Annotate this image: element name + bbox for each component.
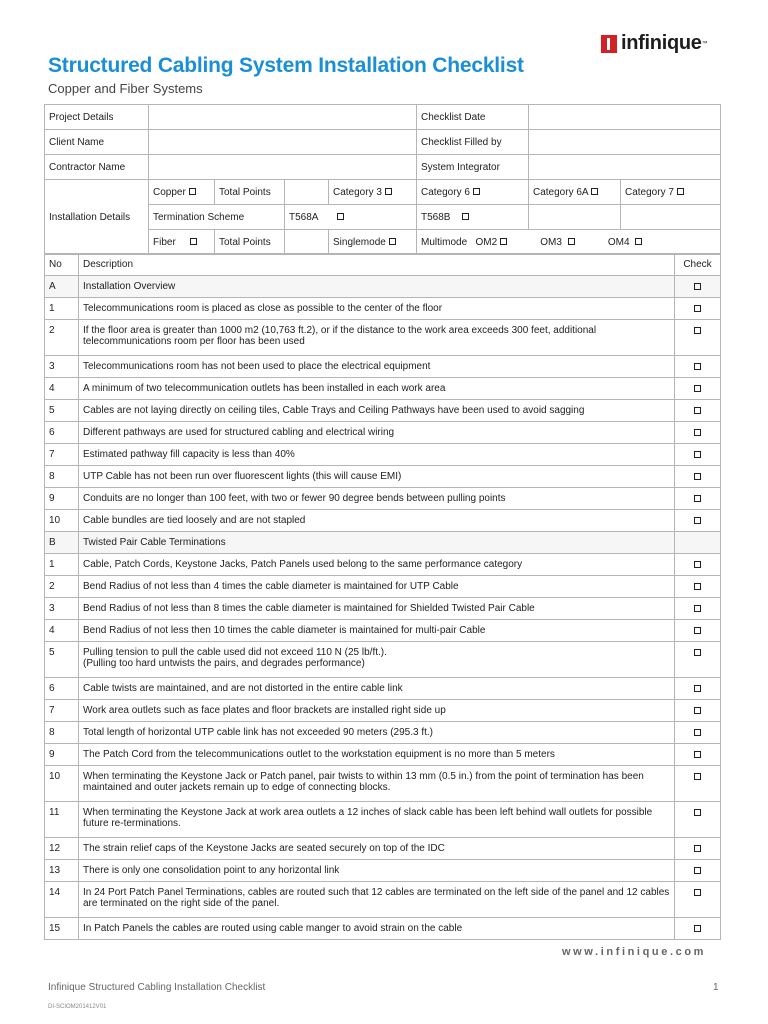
item-check[interactable] [675,488,721,510]
fiber-total-points-label: Total Points [215,230,285,255]
item-no: 7 [45,700,79,722]
col-no-header: No [45,254,79,276]
checkbox-icon[interactable] [694,649,701,656]
item-description: Total length of horizontal UTP cable link has not exceeded 90 meters (295.3 ft.) [79,722,675,744]
item-description: A minimum of two telecommunication outlets has been installed in each work area [79,378,675,400]
category7-label: Category 7 [625,186,674,198]
item-description: If the floor area is greater than 1000 m2 (10,763 ft.2), or if the distance to the work area exceeds 300 feet, additional telecommunications room per floor has been used [79,320,675,356]
table-row [45,766,721,802]
t568a-option[interactable] [285,205,417,230]
system-integrator-field[interactable] [529,155,721,180]
fiber-total-points-field[interactable] [285,230,329,255]
checkbox-icon[interactable] [694,283,701,290]
item-check[interactable] [675,598,721,620]
checkbox-icon[interactable] [189,188,196,195]
checkbox-icon[interactable] [694,363,701,370]
item-no: 1 [45,298,79,320]
item-description: UTP Cable has not been run over fluorescent lights (this will cause EMI) [79,466,675,488]
checkbox-icon[interactable] [694,583,701,590]
section-a-title: Installation Overview [79,276,675,298]
checkbox-icon[interactable] [694,429,701,436]
checkbox-icon[interactable] [694,845,701,852]
item-description: Estimated pathway fill capacity is less than 40% [79,444,675,466]
checkbox-icon[interactable] [462,213,469,220]
section-a-no: A [45,276,79,298]
checkbox-icon[interactable] [568,238,575,245]
item-check[interactable] [675,378,721,400]
item-description: Work area outlets such as face plates and floor brackets are installed right side up [79,700,675,722]
col-check-header: Check [675,254,721,276]
item-no: 12 [45,838,79,860]
item-no: 8 [45,722,79,744]
item-description: Telecommunications room has not been used to place the electrical equipment [79,356,675,378]
table-row [45,356,721,378]
item-description: There is only one consolidation point to any horizontal link [79,860,675,882]
item-check[interactable] [675,356,721,378]
category6a-option[interactable] [529,180,621,205]
item-no: 14 [45,882,79,918]
section-b-title: Twisted Pair Cable Terminations [79,532,675,554]
table-row [45,678,721,700]
item-check[interactable] [675,766,721,802]
item-check[interactable] [675,642,721,678]
table-row [45,576,721,598]
item-check[interactable] [675,298,721,320]
item-no: 9 [45,488,79,510]
checkbox-icon[interactable] [694,685,701,692]
item-check[interactable] [675,838,721,860]
table-row [45,642,721,678]
item-description: Cable twists are maintained, and are not distorted in the entire cable link [79,678,675,700]
checkbox-icon[interactable] [500,238,507,245]
checkbox-icon[interactable] [694,561,701,568]
item-no: 11 [45,802,79,838]
table-row [45,488,721,510]
item-check[interactable] [675,576,721,598]
project-details-field[interactable] [149,105,417,130]
page-subtitle: Copper and Fiber Systems [48,81,203,96]
checkbox-icon[interactable] [337,213,344,220]
item-description: Different pathways are used for structured cabling and electrical wiring [79,422,675,444]
om2-label: OM2 [475,236,498,248]
item-description: In 24 Port Patch Panel Terminations, cables are routed such that 12 cables are terminated on the left side of the panel and 12 cables are terminated on the right side of the panel. [79,882,675,918]
item-check[interactable] [675,882,721,918]
total-points-label: Total Points [215,180,285,205]
table-row [45,838,721,860]
table-row [45,422,721,444]
contractor-name-field[interactable] [149,155,417,180]
table-row [45,700,721,722]
item-check[interactable] [675,700,721,722]
section-a-row [45,276,721,298]
item-description: Bend Radius of not less than 8 times the cable diameter is maintained for Shielded Twisted Pair Cable [79,598,675,620]
page-title: Structured Cabling System Installation Checklist [48,54,524,77]
checklist-filled-by-field[interactable] [529,130,721,155]
item-check[interactable] [675,554,721,576]
checkbox-icon[interactable] [694,517,701,524]
logo-mark-icon [601,35,617,53]
checkbox-icon[interactable] [694,809,701,816]
table-row [45,510,721,532]
item-no: 1 [45,554,79,576]
copper-label: Copper [153,186,186,198]
category3-label: Category 3 [333,186,382,198]
section-b-no: B [45,532,79,554]
item-check[interactable] [675,466,721,488]
item-check[interactable] [675,802,721,838]
item-description: Bend Radius of not less then 10 times the cable diameter is maintained for multi-pair Cable [79,620,675,642]
item-check[interactable] [675,422,721,444]
item-description-line2: (Pulling too hard untwists the pairs, and degrades performance) [83,658,365,669]
item-check[interactable] [675,444,721,466]
item-check[interactable] [675,678,721,700]
checkbox-icon[interactable] [694,495,701,502]
item-description: Bend Radius of not less than 4 times the cable diameter is maintained for UTP Cable [79,576,675,598]
singlemode-label: Singlemode [333,236,386,248]
checklist-date-field[interactable] [529,105,721,130]
item-no: 3 [45,598,79,620]
company-logo [601,32,708,55]
checkbox-icon[interactable] [694,751,701,758]
project-details-label: Project Details [45,105,149,130]
checkbox-icon[interactable] [694,889,701,896]
item-check[interactable] [675,400,721,422]
item-no: 2 [45,576,79,598]
document-id: DI-SCIOM201412V01 [48,1004,107,1010]
checkbox-icon[interactable] [473,188,480,195]
termination-empty-1 [529,205,621,230]
item-check[interactable] [675,722,721,744]
item-check[interactable] [675,620,721,642]
checkbox-icon[interactable] [694,773,701,780]
system-integrator-label: System Integrator [417,155,529,180]
footer-label: Infinique Structured Cabling Installation Checklist [48,982,266,993]
category7-option[interactable] [621,180,721,205]
item-no: 5 [45,400,79,422]
table-row [45,466,721,488]
checkbox-icon[interactable] [694,605,701,612]
table-row [45,320,721,356]
category6-label: Category 6 [421,186,470,198]
logo-trademark: ™ [701,40,708,47]
section-b-check [675,532,721,554]
copper-total-points-field[interactable] [285,180,329,205]
om3-label: OM3 [540,236,562,248]
item-description: Telecommunications room is placed as close as possible to the center of the floor [79,298,675,320]
checkbox-icon[interactable] [694,305,701,312]
table-row [45,554,721,576]
checkbox-icon[interactable] [694,729,701,736]
checklist-filled-by-label: Checklist Filled by [417,130,529,155]
om4-label: OM4 [607,236,630,248]
checkbox-icon[interactable] [635,238,642,245]
item-no: 3 [45,356,79,378]
contractor-name-label: Contractor Name [45,155,149,180]
checklist-table [44,253,721,940]
checklist-header-row [45,254,721,276]
checkbox-icon[interactable] [385,188,392,195]
multimode-label: Multimode [421,236,468,248]
checkbox-icon[interactable] [694,327,701,334]
item-no: 6 [45,678,79,700]
client-name-label: Client Name [45,130,149,155]
t568b-option[interactable] [417,205,529,230]
table-row [45,722,721,744]
contractor-row [45,155,721,180]
item-no: 13 [45,860,79,882]
item-check[interactable] [675,918,721,940]
item-check[interactable] [675,510,721,532]
checkbox-icon[interactable] [694,867,701,874]
table-row [45,802,721,838]
item-no: 4 [45,378,79,400]
section-a-check[interactable] [675,276,721,298]
installation-details-table [44,179,721,255]
item-check[interactable] [675,744,721,766]
category3-option[interactable] [329,180,417,205]
item-no: 6 [45,422,79,444]
item-no: 2 [45,320,79,356]
checkbox-icon[interactable] [389,238,396,245]
col-description-header: Description [79,254,675,276]
item-no: 8 [45,466,79,488]
item-description: Conduits are no longer than 100 feet, with two or fewer 90 degree bends between pulling points [79,488,675,510]
category6a-label: Category 6A [533,186,589,198]
item-no: 10 [45,766,79,802]
item-check[interactable] [675,320,721,356]
termination-empty-2 [621,205,721,230]
checkbox-icon[interactable] [694,451,701,458]
checkbox-icon[interactable] [694,407,701,414]
t568a-label: T568A [289,211,318,223]
item-description: When terminating the Keystone Jack at work area outlets a 12 inches of slack cable has been left behind wall outlets for possible future re-terminations. [79,802,675,838]
page-number: 1 [713,982,719,993]
fiber-option[interactable] [149,230,215,255]
table-row [45,400,721,422]
checkbox-icon[interactable] [694,707,701,714]
item-description: Cables are not laying directly on ceiling tiles, Cable Trays and Ceiling Pathways have been used to avoid sagging [79,400,675,422]
checkbox-icon[interactable] [190,238,197,245]
table-row [45,744,721,766]
category6-option[interactable] [417,180,529,205]
logo-text: infinique [621,32,702,54]
client-row [45,130,721,155]
item-no: 9 [45,744,79,766]
table-row [45,620,721,642]
client-name-field[interactable] [149,130,417,155]
section-b-row [45,532,721,554]
checkbox-icon[interactable] [591,188,598,195]
checkbox-icon[interactable] [694,925,701,932]
table-row [45,298,721,320]
singlemode-option[interactable] [329,230,417,255]
item-no: 4 [45,620,79,642]
checkbox-icon[interactable] [694,473,701,480]
checkbox-icon[interactable] [677,188,684,195]
table-row [45,860,721,882]
project-info-table [44,104,721,180]
item-description: Cable bundles are tied loosely and are not stapled [79,510,675,532]
website-link[interactable]: www.infinique.com [562,946,707,958]
item-description: In Patch Panels the cables are routed using cable manger to avoid strain on the cable [79,918,675,940]
installation-details-label: Installation Details [45,180,149,255]
checkbox-icon[interactable] [694,385,701,392]
project-row [45,105,721,130]
fiber-label: Fiber [153,236,176,248]
multimode-options [417,230,721,255]
item-description: Cable, Patch Cords, Keystone Jacks, Patch Panels used belong to the same performance category [79,554,675,576]
termination-scheme-label: Termination Scheme [149,205,285,230]
item-no: 7 [45,444,79,466]
table-row [45,598,721,620]
checklist-date-label: Checklist Date [417,105,529,130]
item-no: 15 [45,918,79,940]
item-no: 10 [45,510,79,532]
table-row [45,918,721,940]
table-row [45,444,721,466]
item-description: When terminating the Keystone Jack or Patch panel, pair twists to within 13 mm (0.5 in.) from the point of termination has been maintained and outer jackets remain up to edge of connecting blocks. [79,766,675,802]
item-no: 5 [45,642,79,678]
item-check[interactable] [675,860,721,882]
copper-option[interactable] [149,180,215,205]
item-description: The strain relief caps of the Keystone Jacks are seated securely on top of the IDC [79,838,675,860]
checkbox-icon[interactable] [694,627,701,634]
details-row-copper [45,180,721,205]
table-row [45,378,721,400]
item-description-line1: Pulling tension to pull the cable used did not exceed 110 N (25 lb/ft.). [83,647,387,658]
item-description [79,642,675,678]
t568b-label: T568B [421,211,451,223]
item-description: The Patch Cord from the telecommunications outlet to the workstation equipment is no more than 5 meters [79,744,675,766]
table-row [45,882,721,918]
